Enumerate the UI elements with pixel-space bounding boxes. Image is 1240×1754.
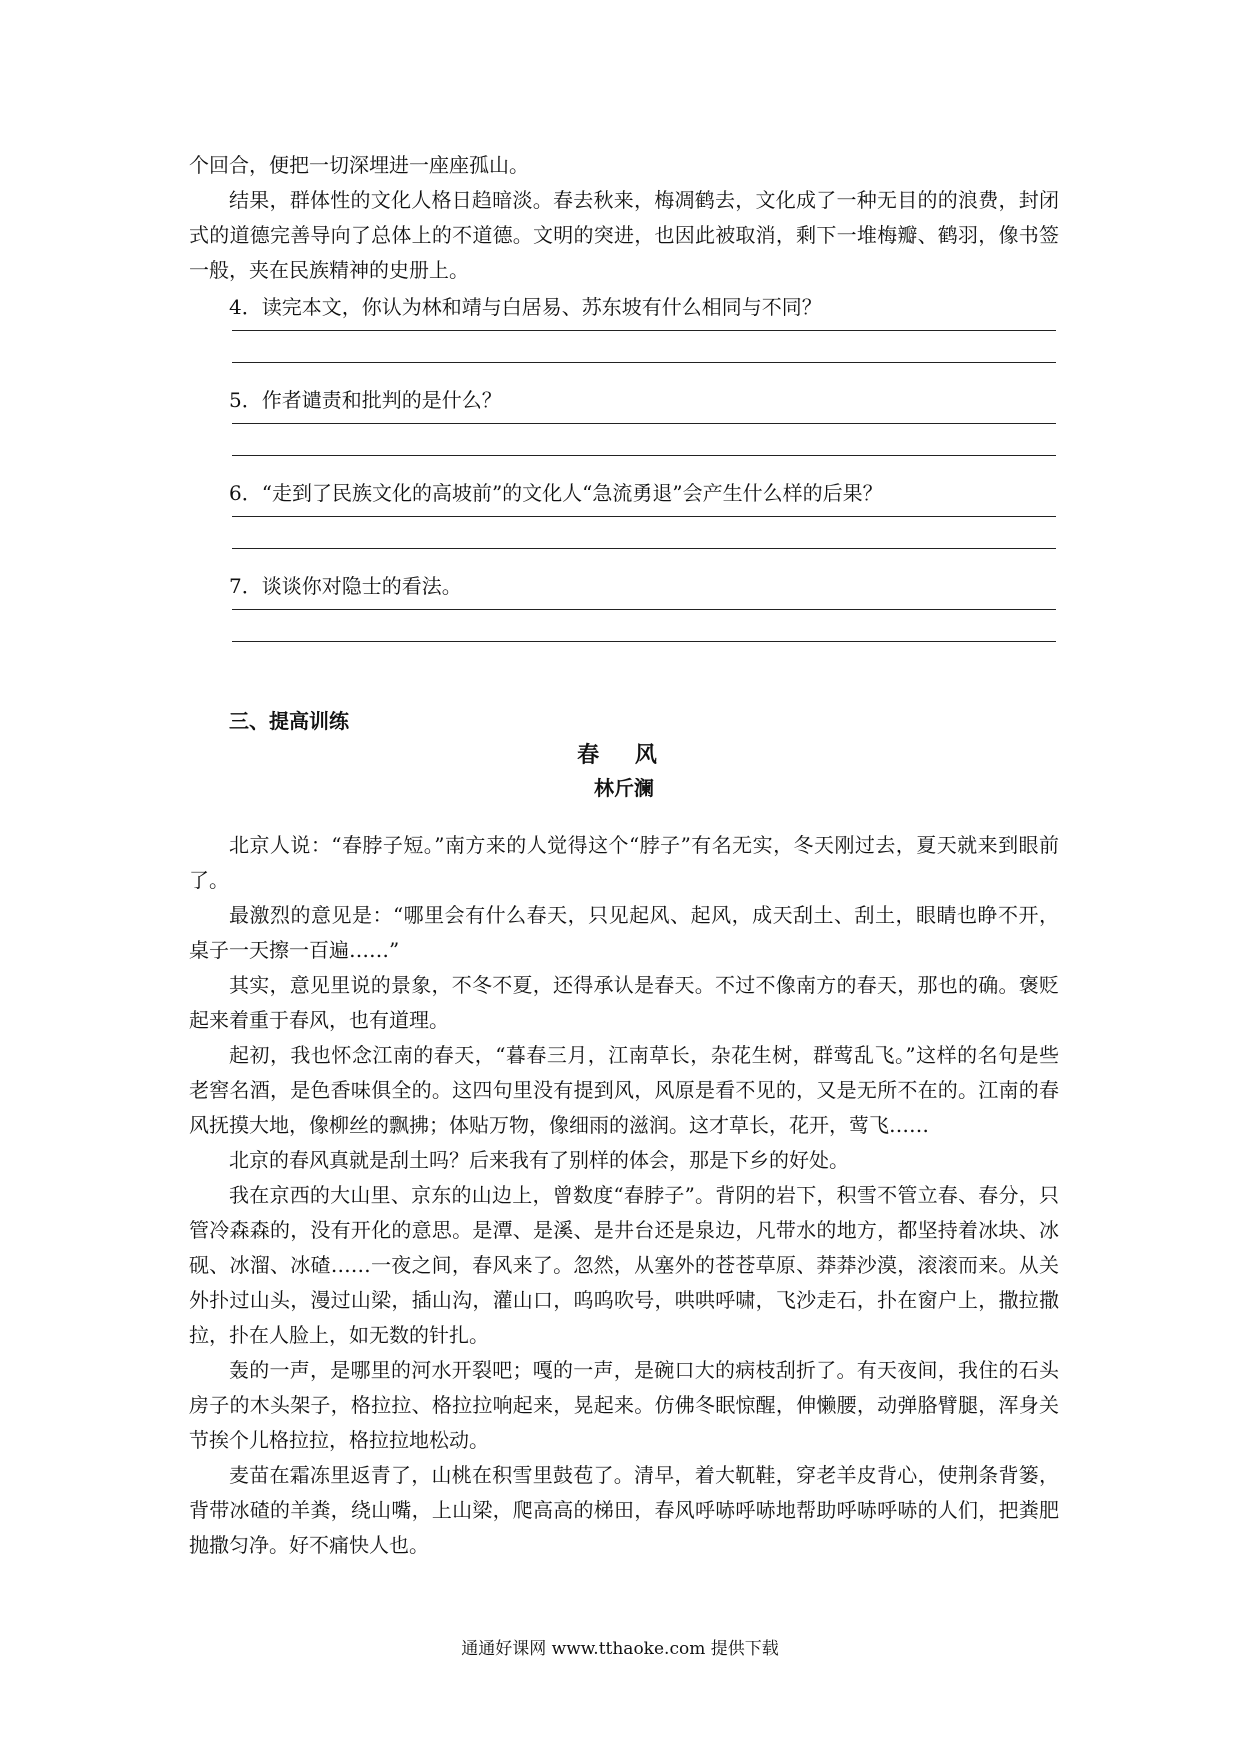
answer-lines	[232, 423, 1059, 456]
answer-line	[232, 423, 1056, 424]
intro-paragraph: 结果，群体性的文化人格日趋暗淡。春去秋来，梅凋鹤去，文化成了一种无目的的浪费，封闭式的道德完善导向了总体上的不道德。文明的突进，也因此被取消，剩下一堆梅瓣、鹤羽，像书签一般，夹在民族精神的史册上。	[189, 188, 1059, 282]
question-7: 7．谈谈你对隐士的看法。	[229, 574, 462, 598]
answer-line	[232, 609, 1056, 610]
question-6: 6．“走到了民族文化的高坡前”的文化人“急流勇退”会产生什么样的后果？	[229, 481, 883, 505]
article-paragraph: 最激烈的意见是：“哪里会有什么春天，只见起风、起风，成天刮土、刮土，眼睛也睁不开，桌子一天擦一百遍……”	[189, 903, 1059, 962]
article-paragraph: 起初，我也怀念江南的春天，“暮春三月，江南草长，杂花生树，群莺乱飞。”这样的名句是些老窖名酒，是色香味俱全的。这四句里没有提到风，风原是看不见的，又是无所不在的。江南的春风抚摸大地，像柳丝的飘拂；体贴万物，像细雨的滋润。这才草长，花开，莺飞……	[189, 1043, 1059, 1137]
article-paragraph: 北京人说：“春脖子短。”南方来的人觉得这个“脖子”有名无实，冬天刚过去，夏天就来到眼前了。	[189, 833, 1059, 892]
article-paragraph: 麦苗在霜冻里返青了，山桃在积雪里鼓苞了。清早，着大靰鞋，穿老羊皮背心，使荆条背篓，背带冰碴的羊粪，绕山嘴，上山梁，爬高高的梯田，春风呼哧呼哧地帮助呼哧呼哧的人们，把粪肥抛撒匀净。好不痛快人也。	[189, 1463, 1059, 1557]
answer-line	[232, 641, 1056, 642]
question-5: 5．作者谴责和批判的是什么？	[229, 388, 502, 412]
question-block	[189, 385, 1059, 456]
answer-line	[232, 516, 1056, 517]
question-4: 4．读完本文，你认为林和靖与白居易、苏东坡有什么相同与不同？	[229, 295, 822, 319]
answer-lines	[232, 609, 1059, 642]
article-body	[189, 828, 1059, 1563]
intro-line: 个回合，便把一切深埋进一座座孤山。	[189, 153, 529, 177]
question-block	[189, 571, 1059, 642]
section-heading: 三、提高训练	[229, 709, 349, 733]
page-content	[189, 148, 1059, 1563]
article-paragraph: 北京的春风真就是刮土吗？后来我有了别样的体会，那是下乡的好处。	[229, 1148, 849, 1172]
article-paragraph: 我在京西的大山里、京东的山边上，曾数度“春脖子”。背阴的岩下，积雪不管立春、春分，只管冷森森的，没有开化的意思。是潭、是溪、是井台还是泉边，凡带水的地方，都坚持着冰块、冰砚、冰溜、冰碴……一夜之间，春风来了。忽然，从塞外的苍苍草原、莽莽沙漠，滚滚而来。从关外扑过山头，漫过山梁，插山沟，灌山口，呜呜吹号，哄哄呼啸，飞沙走石，扑在窗户上，撒拉撒拉，扑在人脸上，如无数的针扎。	[189, 1183, 1059, 1347]
article-author: 林斤澜	[594, 776, 654, 800]
answer-line	[232, 455, 1056, 456]
article-title: 春 风	[577, 743, 671, 768]
article-paragraph: 其实，意见里说的景象，不冬不夏，还得承认是春天。不过不像南方的春天，那也的确。褒贬起来着重于春风，也有道理。	[189, 973, 1059, 1032]
answer-line	[232, 362, 1056, 363]
question-block	[189, 292, 1059, 363]
answer-line	[232, 548, 1056, 549]
page-footer: 通通好课网 www.tthaoke.com 提供下载	[461, 1639, 779, 1659]
question-block	[189, 478, 1059, 549]
answer-lines	[232, 330, 1059, 363]
article-paragraph: 轰的一声，是哪里的河水开裂吧；嘎的一声，是碗口大的病枝刮折了。有天夜间，我住的石头房子的木头架子，格拉拉、格拉拉响起来，晃起来。仿佛冬眠惊醒，伸懒腰，动弹胳臂腿，浑身关节挨个儿格拉拉，格拉拉地松动。	[189, 1358, 1059, 1452]
answer-lines	[232, 516, 1059, 549]
answer-line	[232, 330, 1056, 331]
